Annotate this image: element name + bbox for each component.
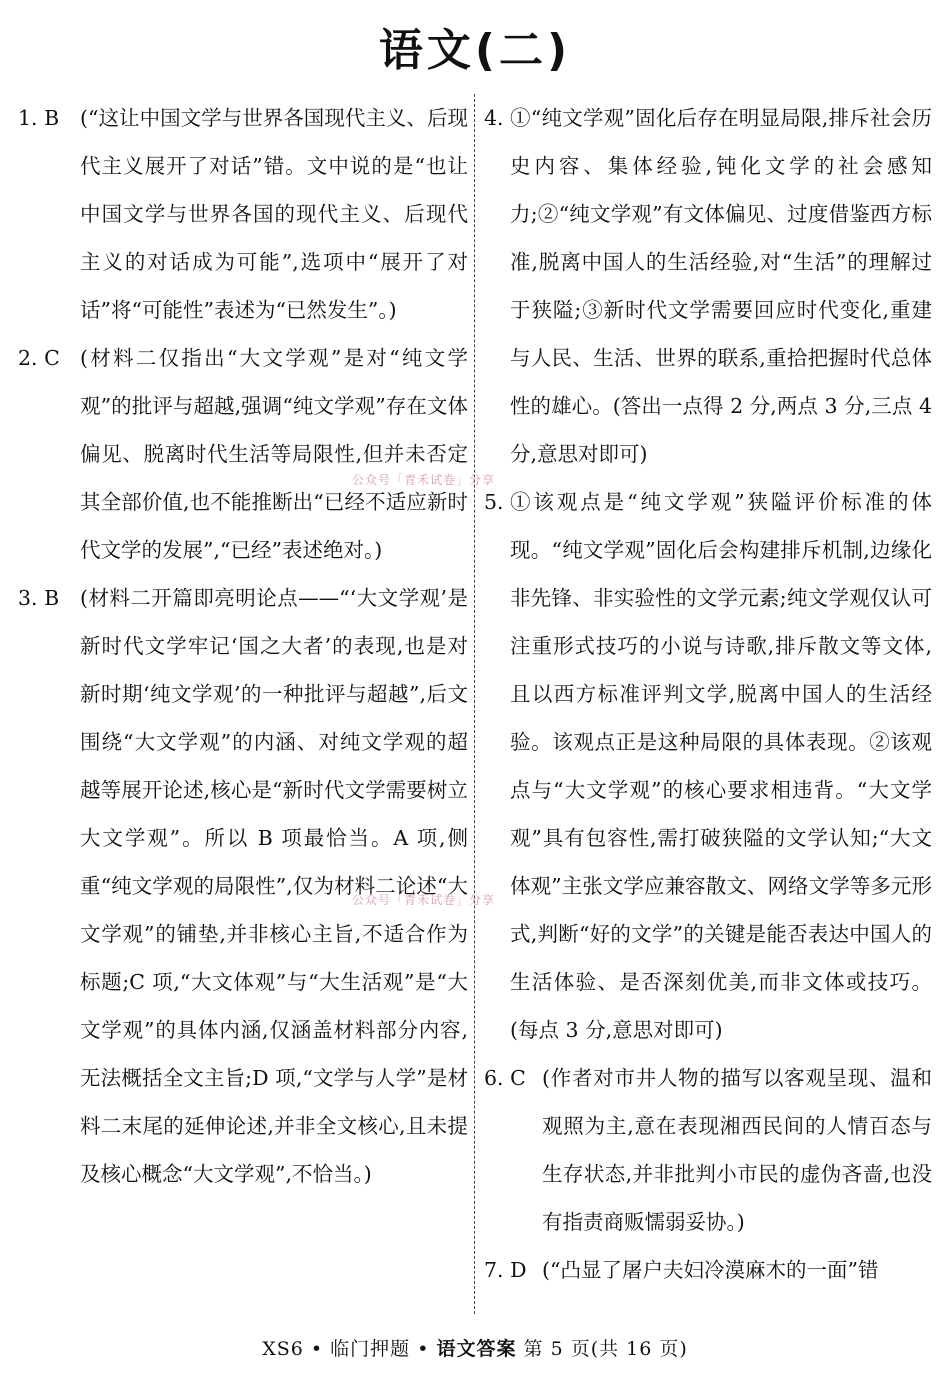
footer-separator: •	[310, 1338, 324, 1360]
footer-separator: •	[417, 1338, 430, 1360]
watermark: 公众号「青禾试卷」分享	[352, 473, 496, 487]
watermark: 公众号「青禾试卷」分享	[352, 893, 496, 907]
answer-text: ①“纯文学观”固化后存在明显局限,排斥社会历史内容、集体经验,钝化文学的社会感知力;②“纯文学观”有文体偏见、过度借鉴西方标准,脱离中国人的生活经验,对“生活”的理解过于狭隘;③新时代文学需要回应时代变化,重建与人民、生活、世界的联系,重拾把握时代总体性的雄心。(答出一点得 2 分,两点 3 分,三点 4 分,意思对即可)	[510, 106, 932, 466]
answer-text: (“这让中国文学与世界各国现代主义、后现代主义展开了对话”错。文中说的是“也让中国文学与世界各国的现代主义、后现代主义的对话成为可能”,选项中“展开了对话”将“可能性”表述为“已然发生”。)	[80, 106, 468, 322]
answer-item	[484, 1054, 932, 1246]
column-divider	[474, 94, 475, 1314]
answer-number: 5.	[484, 490, 504, 514]
answer-text: (“凸显了屠户夫妇冷漠麻木的一面”错	[542, 1258, 879, 1282]
footer-subject: 语文答案	[436, 1338, 517, 1360]
page-title: 语文(二)	[378, 25, 572, 76]
answer-item	[18, 574, 468, 1198]
answer-item	[18, 94, 468, 334]
left-column	[18, 94, 468, 1198]
answer-number: 1. B	[18, 106, 60, 130]
answer-number: 6. C	[484, 1066, 526, 1090]
answer-item	[18, 334, 468, 574]
right-column	[484, 94, 932, 1294]
answer-number: 7. D	[484, 1258, 527, 1282]
answer-number: 4.	[484, 106, 504, 130]
answer-number: 2. C	[18, 346, 60, 370]
footer-code: XS6	[262, 1338, 304, 1360]
answer-number: 3. B	[18, 586, 60, 610]
page-footer	[0, 1334, 950, 1361]
answer-item	[484, 94, 932, 478]
answer-text: (作者对市井人物的描写以客观呈现、温和观照为主,意在表现湘西民间的人情百态与生存状态,并非批判小市民的虚伪吝啬,也没有指责商贩懦弱妥协。)	[542, 1066, 932, 1234]
footer-series: 临门押题	[330, 1338, 411, 1360]
answer-text: ①该观点是“纯文学观”狭隘评价标准的体现。“纯文学观”固化后会构建排斥机制,边缘化非先锋、非实验性的文学元素;纯文学观仅认可注重形式技巧的小说与诗歌,排斥散文等文体,且以西方标准评判文学,脱离中国人的生活经验。该观点正是这种局限的具体表现。②该观点与“大文学观”的核心要求相违背。“大文学观”具有包容性,需打破狭隘的文学认知;“大文体观”主张文学应兼容散文、网络文学等多元形式,判断“好的文学”的关键是能否表达中国人的生活体验、是否深刻优美,而非文体或技巧。(每点 3 分,意思对即可)	[510, 490, 932, 1042]
answer-item	[484, 478, 932, 1054]
answer-item	[484, 1246, 932, 1294]
footer-page-number: 第 5 页(共 16 页)	[523, 1338, 688, 1360]
answer-text: (材料二开篇即亮明论点——“‘大文学观’是新时代文学牢记‘国之大者’的表现,也是对新时期‘纯文学观’的一种批评与超越”,后文围绕“大文学观”的内涵、对纯文学观的超越等展开论述,核心是“新时代文学需要树立大文学观”。所以 B 项最恰当。A 项,侧重“纯文学观的局限性”,仅为材料二论述“大文学观”的铺垫,并非核心主旨,不适合作为标题;C 项,“大文体观”与“大生活观”是“大文学观”的具体内涵,仅涵盖材料部分内容,无法概括全文主旨;D 项,“文学与人学”是材料二末尾的延伸论述,并非全文核心,且未提及核心概念“大文学观”,不恰当。)	[80, 586, 468, 1186]
answer-text: (材料二仅指出“大文学观”是对“纯文学观”的批评与超越,强调“纯文学观”存在文体偏见、脱离时代生活等局限性,但并未否定其全部价值,也不能推断出“已经不适应新时代文学的发展”,“已经”表述绝对。)	[80, 346, 468, 562]
